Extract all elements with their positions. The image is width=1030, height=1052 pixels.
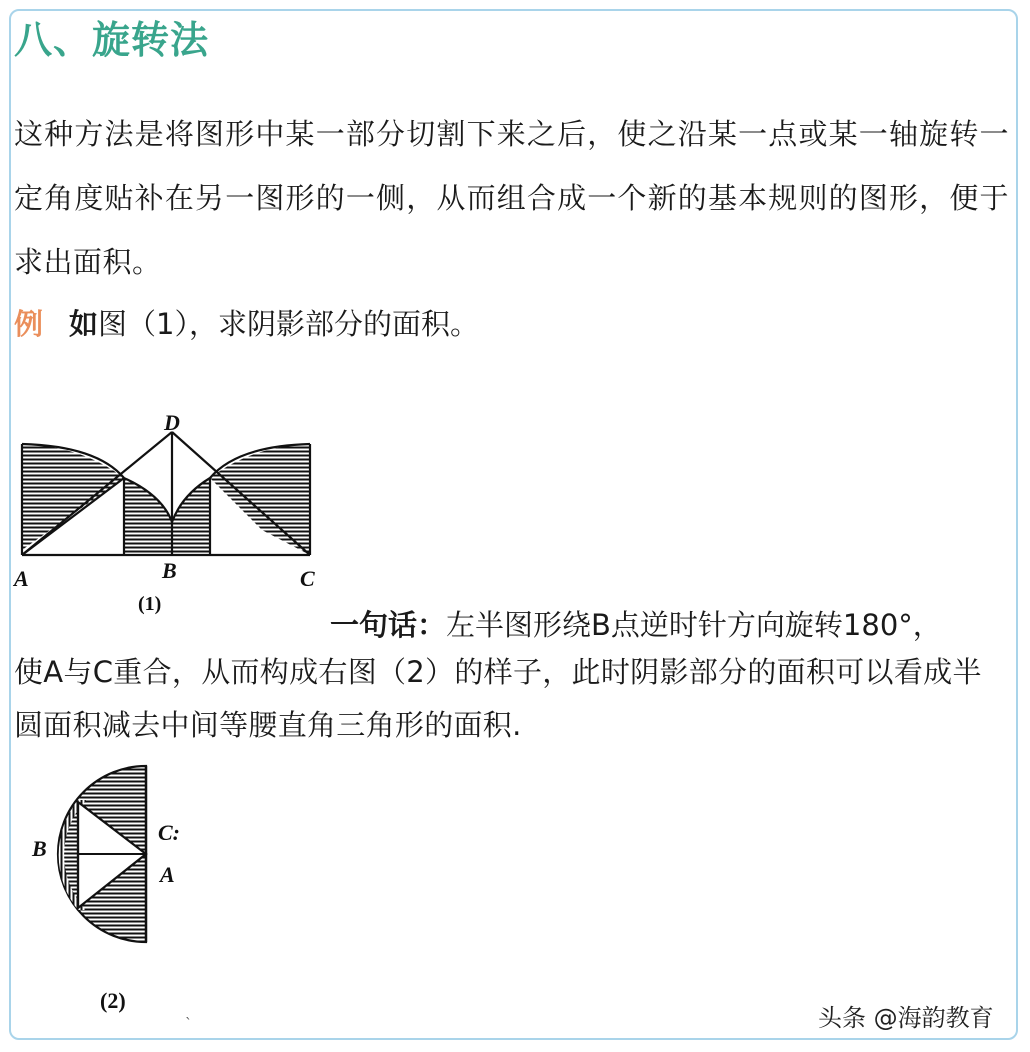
- explanation-text: 使A与C重合，从而构成右图（2）的样子，此时阴影部分的面积可以看成半圆面积减去中间等腰直角三角形的面积.: [14, 655, 982, 742]
- explanation-line1: 左半图形绕B点逆时针方向旋转180°，: [446, 608, 942, 642]
- stray-mark: ˎ: [185, 1004, 192, 1020]
- label-B: B: [162, 558, 177, 583]
- fig2-label-B: B: [32, 836, 47, 861]
- example-text: 图（1），求阴影部分的面积。: [98, 307, 479, 341]
- example-first-char: 如: [69, 307, 99, 341]
- explanation-label: 一句话：: [330, 608, 447, 642]
- section-title: 八、旋转法: [14, 18, 210, 62]
- figure-2: [28, 760, 208, 1020]
- label-A: A: [14, 566, 29, 591]
- caption-2: (2): [100, 988, 126, 1013]
- caption-1: (1): [138, 593, 162, 615]
- example-line: [14, 296, 479, 352]
- method-description: 这种方法是将图形中某一部分切割下来之后，使之沿某一点或某一轴旋转一定角度贴补在另一图形的一侧，从而组合成一个新的基本规则的图形，便于求出面积。: [14, 117, 1009, 279]
- fig2-label-C: C:: [158, 820, 180, 845]
- example-tag: 例: [14, 307, 44, 341]
- label-D: D: [164, 410, 180, 435]
- label-C: C: [300, 566, 315, 591]
- explanation-first-line: [330, 600, 942, 650]
- figure-1: [12, 410, 342, 620]
- watermark: 头条 @海韵教育: [818, 1004, 994, 1032]
- fig2-label-A: A: [160, 862, 175, 887]
